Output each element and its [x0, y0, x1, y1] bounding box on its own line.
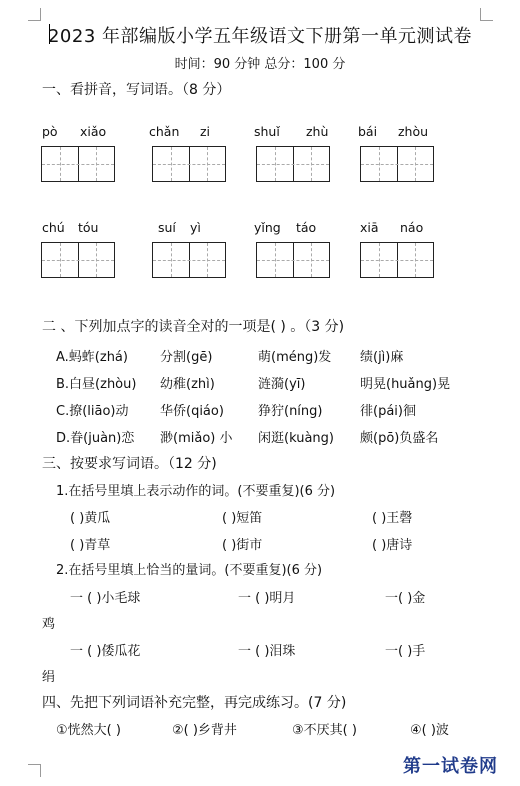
idiom-blank[interactable]: ③不厌其( ) [292, 723, 357, 738]
writing-box[interactable] [41, 146, 115, 182]
fill-blank-verb[interactable]: ( )街市 [222, 538, 263, 553]
pinyin: bái [358, 124, 378, 139]
fill-blank-measure-word[interactable]: 一 ( )倭瓜花 [70, 644, 141, 659]
choice-item: 颇(pō)负盛名 [360, 431, 439, 446]
fill-blank-verb[interactable]: ( )短笛 [222, 511, 263, 526]
wrapped-word: 绢 [42, 670, 56, 685]
writing-box[interactable] [256, 146, 330, 182]
pinyin: shuǐ [254, 124, 280, 139]
corner-mark-top-left [28, 8, 41, 21]
fill-blank-measure-word[interactable]: 一( )手 [385, 644, 426, 659]
pinyin: yǐng [254, 220, 281, 235]
pinyin: suí [158, 220, 176, 235]
pinyin: zhòu [398, 124, 429, 139]
choice-item: D.眷(juàn)恋 [56, 431, 135, 446]
choice-item: 分割(gē) [160, 350, 213, 365]
choice-item: C.撩(liāo)动 [56, 404, 129, 419]
fill-blank-measure-word[interactable]: 一 ( )小毛球 [70, 591, 141, 606]
wrapped-word: 鸡 [42, 617, 56, 632]
pinyin: chǎn [149, 124, 180, 139]
fill-blank-measure-word[interactable]: 一 ( )明月 [238, 591, 296, 606]
idiom-blank[interactable]: ②( )乡背井 [172, 723, 237, 738]
corner-mark-bottom-left [28, 764, 41, 777]
pinyin: tóu [78, 220, 99, 235]
pinyin: yì [190, 220, 201, 235]
fill-blank-verb[interactable]: ( )唐诗 [372, 538, 413, 553]
corner-mark-top-right [480, 8, 493, 21]
section2-heading: 二 、下列加点字的读音全对的一项是( ) 。（3 分) [42, 319, 345, 335]
section3-heading: 三、按要求写词语。（12 分) [42, 456, 217, 472]
fill-blank-verb[interactable]: ( )黄瓜 [70, 511, 111, 526]
pinyin: pò [42, 124, 58, 139]
writing-box[interactable] [256, 242, 330, 278]
idiom-blank[interactable]: ④( )波 [410, 723, 449, 738]
question-3-1: 1.在括号里填上表示动作的词。(不要重复)(6 分) [56, 484, 336, 499]
choice-item: 华侨(qiáo) [160, 404, 224, 419]
pinyin: táo [296, 220, 317, 235]
pinyin: chú [42, 220, 65, 235]
idiom-blank[interactable]: ①恍然大( ) [56, 723, 121, 738]
choice-item: 萌(méng)发 [258, 350, 332, 365]
pinyin: zi [200, 124, 211, 139]
choice-item: 涟漪(yī) [258, 377, 306, 392]
writing-box[interactable] [360, 146, 434, 182]
choice-item: 绩(jì)麻 [360, 350, 404, 365]
choice-item: 明晃(huǎng)晃 [360, 377, 451, 392]
fill-blank-measure-word[interactable]: 一 ( )泪珠 [238, 644, 296, 659]
watermark-site-name: 第一试卷网 [403, 756, 498, 777]
choice-item: 徘(pái)徊 [360, 404, 416, 419]
choice-item: A.蚂蚱(zhá) [56, 350, 128, 365]
choice-item: 幼稚(zhì) [160, 377, 215, 392]
writing-box[interactable] [152, 146, 226, 182]
fill-blank-verb[interactable]: ( )青草 [70, 538, 111, 553]
section1-heading: 一、看拼音，写词语。（8 分） [42, 82, 231, 98]
fill-blank-verb[interactable]: ( )王磬 [372, 511, 413, 526]
section4-heading: 四、先把下列词语补充完整，再完成练习。(7 分) [42, 695, 347, 711]
pinyin: náo [400, 220, 424, 235]
pinyin: xiā [360, 220, 379, 235]
pinyin: xiǎo [80, 124, 107, 139]
choice-item: 狰狞(níng) [258, 404, 323, 419]
writing-box[interactable] [41, 242, 115, 278]
exam-time-and-score: 时间：90 分钟 总分：100 分 [174, 57, 346, 72]
choice-item: 渺(miǎo) 小 [160, 431, 233, 446]
question-3-2: 2.在括号里填上恰当的量词。(不要重复)(6 分) [56, 563, 323, 578]
fill-blank-measure-word[interactable]: 一( )金 [385, 591, 426, 606]
page-title: 2023 年部编版小学五年级语文下册第一单元测试卷 [47, 26, 473, 47]
writing-box[interactable] [152, 242, 226, 278]
pinyin: zhù [306, 124, 329, 139]
choice-item: 闲逛(kuàng) [258, 431, 334, 446]
writing-box[interactable] [360, 242, 434, 278]
choice-item: B.白昼(zhòu) [56, 377, 137, 392]
